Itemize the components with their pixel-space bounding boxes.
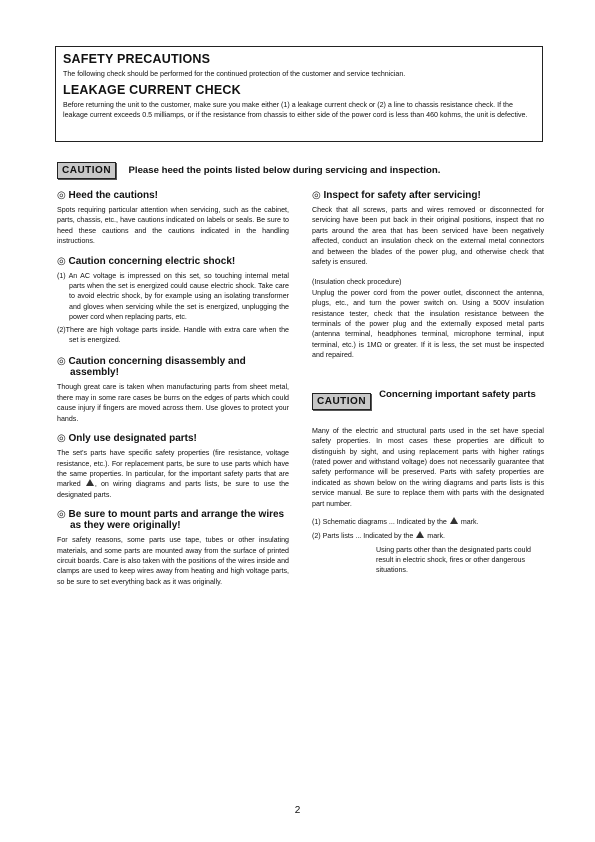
leakage-title: LEAKAGE CURRENT CHECK bbox=[63, 83, 241, 98]
designated-parts-note: Using parts other than the designated parts could result in electric shock, fires or other dangerous situations. bbox=[376, 545, 531, 574]
list-item-schematic: (1) Schematic diagrams ... Indicated by the mark. bbox=[312, 517, 479, 526]
safety-title: SAFETY PRECAUTIONS bbox=[63, 52, 211, 66]
insulation-text: Unplug the power cord from the power outlet, disconnect the antenna, plugs, etc., and turn the power switch on. Using a 500V insulation resistance tester, check that the insulation resistance between the terminals of the power plug and the externally exposed metal parts (antenna terminal, headphones terminal, microphone terminal, input terminal, etc.) is 1MΩ or greater. If it is less, the set must be inspected and repaired. bbox=[312, 288, 544, 360]
important-parts-label: Concerning important safety parts bbox=[379, 388, 536, 400]
inspect-title: ◎ Inspect for safety after servicing! bbox=[312, 190, 481, 201]
important-parts-caution bbox=[312, 389, 544, 410]
shock-item-1: (1) An AC voltage is impressed on this set, so touching internal metal parts when the set is energized could cause electric shock. Take care to avoid electric shock, by for example using an isolating transformer and gloves when servicing while the set is energized, unplugging the power cord when replacing parts, etc. bbox=[57, 271, 289, 322]
caution-heed-text: Please heed the points listed below during servicing and inspection. bbox=[128, 165, 441, 176]
safety-intro: The following check should be performed for the continued protection of the customer and service technician. bbox=[63, 70, 406, 78]
disassembly-title: ◎ Caution concerning disassembly and assembly! bbox=[57, 356, 246, 379]
insulation-heading: (Insulation check procedure) bbox=[312, 278, 402, 287]
mount-title: ◎ Be sure to mount parts and arrange the wires as they were originally! bbox=[57, 509, 285, 532]
safety-precautions-box bbox=[55, 46, 543, 142]
warning-triangle-icon bbox=[450, 517, 458, 524]
leakage-text: Before returning the unit to the customer, make sure you make either (1) a leakage current check or (2) a line to chassis resistance check. If the leakage current exceeds 0.5 milliamps, or if the resistance from chassis to either side of the power cord is less than 460 kohms, the unit is defective. bbox=[63, 101, 528, 120]
page-number: 2 bbox=[294, 805, 301, 816]
shock-item-2: (2)There are high voltage parts inside. Handle with extra care when the set is energized. bbox=[57, 325, 289, 345]
designated-text: The set's parts have specific safety properties (fire resistance, voltage resistance, etc.). For replacement parts, be sure to use parts which have the same properties. In particular, for the important safety parts that are marked , on wiring diagrams and parts lists, be sure to use the designated parts. bbox=[57, 449, 289, 499]
parts-text: Many of the electric and structural parts used in the set have special safety properties. In most cases these properties are difficult to distinguish by sight, and using replacement parts with higher ratings (rated power and withstand voltage) does not necessarily guarantee that safety performance will be preserved. Parts with safety properties are indicated as shown below on the wiring diagrams and parts lists is this service manual. Be sure to replace them with parts with the designated part number. bbox=[312, 426, 544, 508]
warning-triangle-icon bbox=[416, 531, 424, 538]
heed-text: Spots requiring particular attention when servicing, such as the cabinet, parts, chassis, etc., have cautions indicated on labels or seals. Be sure to heed these cautions and the cautions indicated in the handling instructions. bbox=[57, 206, 289, 246]
disassembly-text: Though great care is taken when manufacturing parts from sheet metal, there may in some rare cases be burrs on the edges of parts which could cause injury if fingers are moved across them. Use gloves to protect your hands. bbox=[57, 383, 289, 423]
right-column bbox=[312, 190, 544, 575]
caution-badge-2: CAUTION bbox=[312, 393, 371, 410]
designated-title: ◎ Only use designated parts! bbox=[57, 433, 197, 445]
mount-text: For safety reasons, some parts use tape, tubes or other insulating materials, and some parts are mounted away from the surface of printed circuit boards. Care is also taken with the positions of the wires inside and clamps are used to keep wires away from heating and high voltage parts, so be sure to set everything back as it was originally. bbox=[57, 536, 289, 586]
caution-badge: CAUTION bbox=[57, 162, 116, 179]
left-column bbox=[57, 190, 289, 587]
inspect-text: Check that all screws, parts and wires removed or disconnected for servicing have been put back in their original positions, inspect that no parts around the area that has been serviced have been negatively affected, conduct an insulation check on the external metal connectors and between the blades of the power plug, and otherwise check that safety is ensured. bbox=[312, 206, 544, 267]
caution-header bbox=[57, 160, 547, 180]
shock-title: ◎ Caution concerning electric shock! bbox=[57, 255, 236, 267]
heed-title: ◎ Heed the cautions! bbox=[57, 190, 158, 201]
warning-triangle-icon bbox=[86, 479, 94, 486]
list-item-parts-lists: (2) Parts lists ... Indicated by the mark. bbox=[312, 532, 446, 541]
